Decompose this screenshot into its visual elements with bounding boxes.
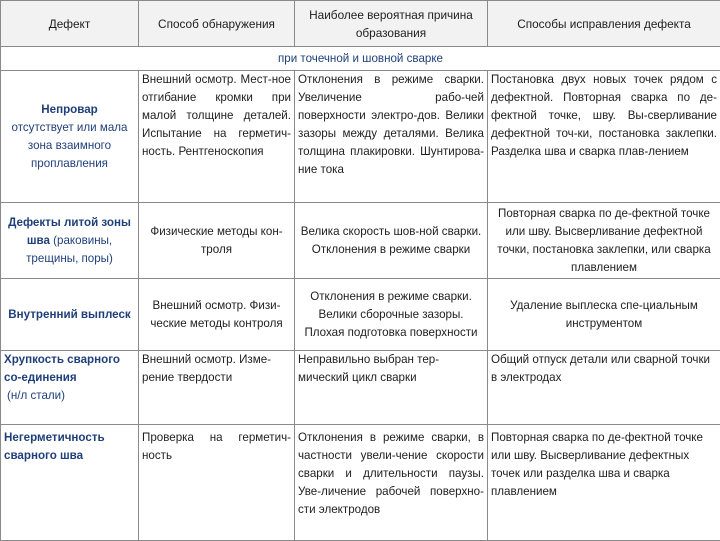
cause-cell: Отклонения в режиме сварки, в частности увели-чение скорости сварки и длительности паузы. Уве-личение рабочей поверхно-сти электродов — [295, 425, 488, 541]
table-row — [1, 279, 720, 351]
fix-cell: Повторная сварка по де-фектной точке или шву. Высверливание дефектных точек или разделка шва и сварка плавлением — [488, 425, 720, 541]
defect-note: отсутствует или мала зона взаимного проплавления — [4, 119, 135, 173]
defect-title: Непровар — [4, 101, 135, 119]
header-fix: Способы исправления дефекта — [488, 1, 720, 47]
detection-cell: Физические методы кон-троля — [139, 203, 295, 279]
fix-cell: Постановка двух новых точек рядом с дефектной. Повторная сварка по де-фектной точке, шву. Вы-сверливание дефектной точ-ки, постановка заклепки. Разделка шва и сварка плав-лением — [488, 71, 720, 203]
defect-cell — [1, 351, 139, 425]
cause-cell: Неправильно выбран тер-мический цикл сварки — [295, 351, 488, 425]
cause-cell: Отклонения в режиме сварки. Велики сборочные зазоры. Плохая подготовка поверхности — [295, 279, 488, 351]
defect-cell — [1, 425, 139, 541]
cause-cell: Велика скорость шов-ной сварки. Отклонения в режиме сварки — [295, 203, 488, 279]
detection-cell: Внешний осмотр. Изме-рение твердости — [139, 351, 295, 425]
detection-cell: Внешний осмотр. Физи-ческие методы контроля — [139, 279, 295, 351]
header-cause: Наиболее вероятная причина образования — [295, 1, 488, 47]
header-defect: Дефект — [1, 1, 139, 47]
defect-cell — [1, 203, 139, 279]
cause-cell: Отклонения в режиме сварки. Увеличение рабо-чей поверхности электро-дов. Велики зазоры между деталями. Велика толщина плакировки. Шунтирова-ние тока — [295, 71, 488, 203]
defect-note: (раковины, трещины, поры) — [26, 234, 113, 265]
fix-cell: Повторная сварка по де-фектной точке или шву. Высверливание дефектной точки, постановка заклепки, или сварка плавлением — [488, 203, 720, 279]
detection-cell: Внешний осмотр. Мест-ное отгибание кромки при малой толщине деталей. Испытание на герметич-ность. Рентгеноскопия — [139, 71, 295, 203]
defect-cell — [1, 279, 139, 351]
defect-cell — [1, 71, 139, 203]
defect-title: Негерметичность сварного шва — [4, 429, 135, 465]
defect-title: Хрупкость сварного со-единения — [4, 351, 135, 387]
detection-cell: Проверка на герметич-ность — [139, 425, 295, 541]
defect-note: (н/л стали) — [4, 387, 135, 405]
table-row — [1, 351, 720, 425]
header-row — [1, 1, 720, 47]
table-row — [1, 425, 720, 541]
table-row — [1, 203, 720, 279]
defect-title: Внутренний выплеск — [4, 306, 135, 324]
section-row — [1, 47, 720, 71]
defect-title: Дефекты литой зоны шва — [8, 216, 131, 247]
fix-cell: Общий отпуск детали или сварной точки в электродах — [488, 351, 720, 425]
section-title: при точечной и шовной сварке — [1, 47, 720, 71]
table-row — [1, 71, 720, 203]
fix-cell: Удаление выплеска спе-циальным инструментом — [488, 279, 720, 351]
header-detection: Способ обнаружения — [139, 1, 295, 47]
